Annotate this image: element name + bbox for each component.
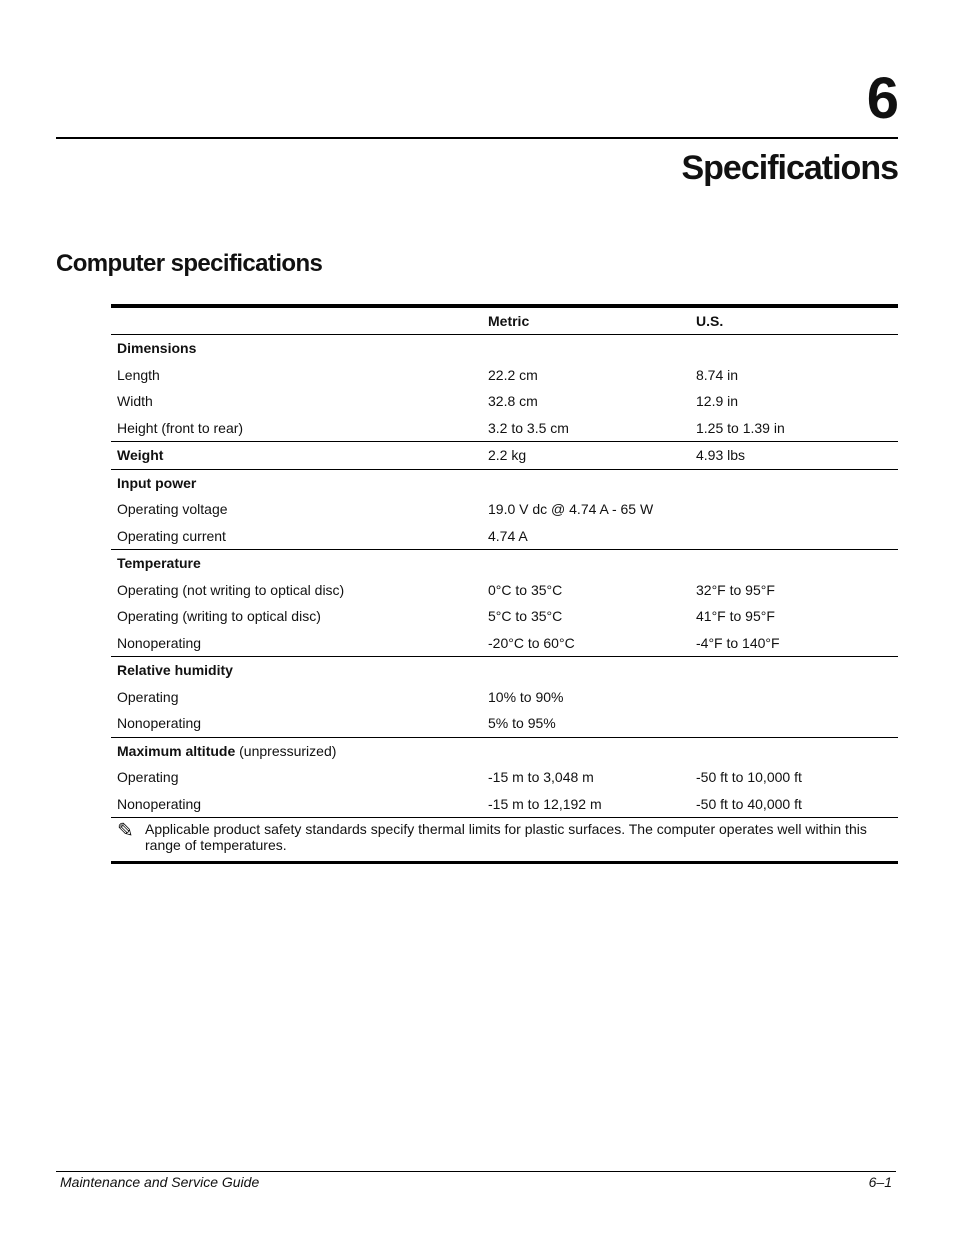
chapter-title: Specifications	[681, 149, 898, 187]
table-row	[111, 710, 898, 737]
altitude-qualifier: (unpressurized)	[235, 742, 337, 759]
specifications-table	[111, 304, 898, 864]
header-metric: Metric	[482, 306, 690, 335]
row-us: 32°F to 95°F	[696, 581, 775, 598]
group-title-altitude	[111, 737, 898, 764]
chapter-number: 6	[866, 66, 898, 131]
group-title-dimensions: Dimensions	[117, 340, 197, 357]
row-label: Length	[117, 366, 160, 383]
table-row-weight	[111, 442, 898, 470]
row-metric: 2.2 kg	[482, 442, 690, 470]
group-title-row	[111, 550, 898, 577]
table-row	[111, 415, 898, 442]
header-label	[111, 306, 482, 335]
note-row	[111, 818, 898, 863]
row-metric: -20°C to 60°C	[482, 630, 690, 657]
row-us: -50 ft to 10,000 ft	[696, 769, 802, 786]
row-label: Height (front to rear)	[111, 415, 482, 442]
row-metric: 32.8 cm	[488, 393, 538, 410]
row-us: 41°F to 95°F	[696, 608, 775, 625]
table-row	[111, 496, 898, 523]
table-row	[111, 388, 898, 415]
table-row	[111, 630, 898, 657]
altitude-title: Maximum altitude	[117, 742, 236, 759]
row-label: Operating (writing to optical disc)	[117, 608, 321, 625]
row-us: 12.9 in	[696, 393, 739, 410]
group-title-row	[111, 335, 898, 362]
note	[117, 821, 892, 853]
table-header-row	[111, 306, 898, 335]
chapter-divider	[56, 137, 898, 139]
row-label: Operating (not writing to optical disc)	[117, 581, 345, 598]
row-label: Nonoperating	[111, 630, 482, 657]
group-title-row	[111, 737, 898, 764]
row-label: Weight	[111, 442, 482, 470]
row-us: 1.25 to 1.39 in	[690, 415, 898, 442]
group-title-humidity: Relative humidity	[117, 662, 233, 679]
row-us	[690, 710, 898, 737]
row-us: 8.74 in	[696, 366, 739, 383]
footer-page-number: 6–1	[868, 1174, 892, 1190]
row-us	[690, 496, 898, 523]
header-us: U.S.	[690, 306, 898, 335]
row-metric: 5°C to 35°C	[488, 608, 563, 625]
row-metric: -15 m to 3,048 m	[488, 769, 594, 786]
row-label: Operating current	[111, 523, 482, 550]
group-title-row	[111, 657, 898, 684]
group-title-temperature: Temperature	[117, 555, 201, 572]
row-label: Operating voltage	[117, 501, 228, 518]
row-us: 4.93 lbs	[690, 442, 898, 470]
row-metric: -15 m to 12,192 m	[482, 791, 690, 818]
pencil-note-icon: ✎	[117, 820, 134, 842]
table-row	[111, 603, 898, 630]
table-row	[111, 791, 898, 818]
table-row	[111, 577, 898, 604]
row-us	[690, 523, 898, 550]
group-title-input-power: Input power	[117, 474, 197, 491]
footer-divider	[56, 1171, 896, 1172]
row-label: Nonoperating	[111, 791, 482, 818]
section-heading: Computer specifications	[56, 250, 323, 277]
row-us	[690, 684, 898, 711]
note-cell	[111, 818, 898, 863]
row-metric: 10% to 90%	[488, 688, 564, 705]
group-title-row	[111, 469, 898, 496]
row-metric: 5% to 95%	[482, 710, 690, 737]
row-label: Width	[117, 393, 153, 410]
row-us: -4°F to 140°F	[690, 630, 898, 657]
row-label: Nonoperating	[111, 710, 482, 737]
table-row	[111, 523, 898, 550]
table-row	[111, 362, 898, 389]
row-label: Operating	[117, 769, 179, 786]
row-label: Operating	[117, 688, 179, 705]
table-row	[111, 684, 898, 711]
row-metric: 19.0 V dc @ 4.74 A - 65 W	[488, 501, 654, 518]
row-us: -50 ft to 40,000 ft	[690, 791, 898, 818]
row-metric: 3.2 to 3.5 cm	[482, 415, 690, 442]
row-metric: 4.74 A	[482, 523, 690, 550]
row-metric: 0°C to 35°C	[488, 581, 563, 598]
row-metric: 22.2 cm	[488, 366, 538, 383]
table-row	[111, 764, 898, 791]
note-text: Applicable product safety standards specify thermal limits for plastic surfaces. The computer operates well within this range of temperatures.	[145, 821, 867, 853]
footer-guide-title: Maintenance and Service Guide	[60, 1174, 260, 1190]
